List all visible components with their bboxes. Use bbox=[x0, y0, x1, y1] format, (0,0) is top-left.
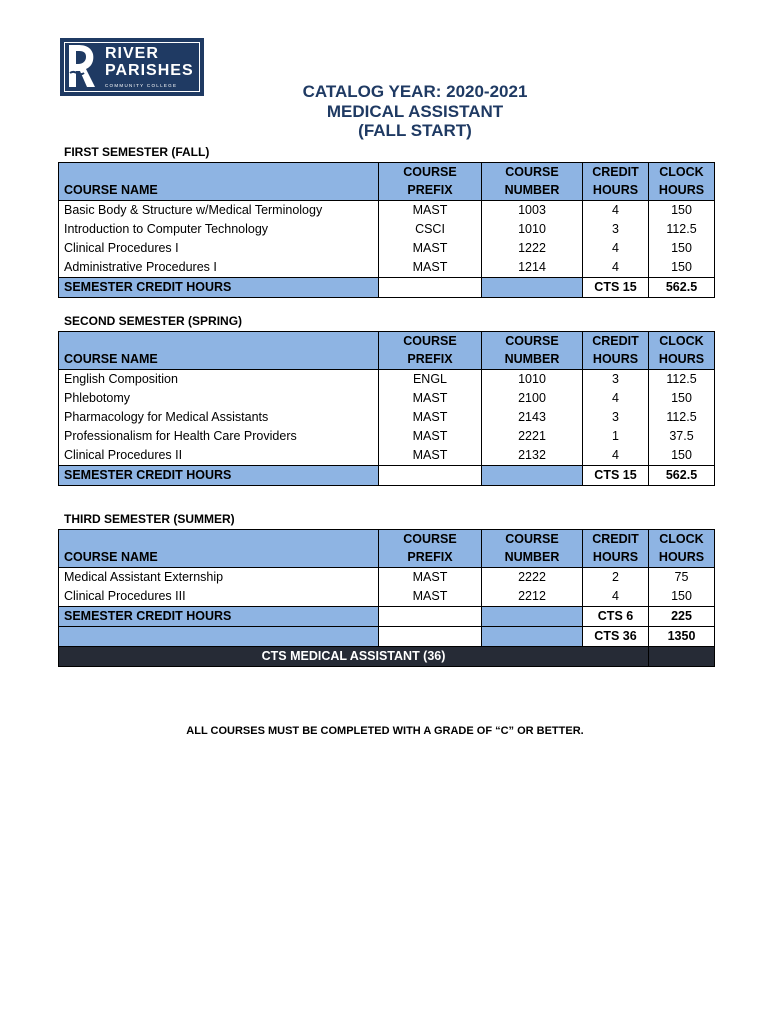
credit-hours: 3 bbox=[583, 220, 649, 239]
course-prefix: MAST bbox=[379, 446, 482, 466]
table-row bbox=[59, 220, 715, 239]
empty-cell bbox=[482, 607, 583, 627]
course-number: 1003 bbox=[482, 201, 583, 221]
semester-total-row bbox=[59, 607, 715, 627]
title-program: MEDICAL ASSISTANT bbox=[326, 101, 504, 121]
clock-hours: 112.5 bbox=[649, 408, 715, 427]
course-number: 2212 bbox=[482, 587, 583, 607]
semester-table-summer bbox=[58, 529, 715, 667]
semester-total-row bbox=[59, 278, 715, 298]
table-row bbox=[59, 568, 715, 588]
semester-table-spring bbox=[58, 331, 715, 486]
clock-hours: 150 bbox=[649, 239, 715, 258]
course-name: Medical Assistant Externship bbox=[59, 568, 379, 588]
clock-hours: 150 bbox=[649, 258, 715, 278]
title-catalog-year: CATALOG YEAR: 2020-2021 bbox=[302, 82, 528, 101]
credit-hours: 1 bbox=[583, 427, 649, 446]
credit-hours: 4 bbox=[583, 258, 649, 278]
header-course-number: COURSE NUMBER bbox=[482, 163, 583, 201]
clock-hours: 112.5 bbox=[649, 370, 715, 390]
credit-hours: 4 bbox=[583, 201, 649, 221]
logo-text-community-college: COMMUNITY COLLEGE bbox=[105, 83, 178, 88]
semester-total-clock: 225 bbox=[649, 607, 715, 627]
header-credit-hours: CREDIT HOURS bbox=[583, 332, 649, 370]
course-prefix: MAST bbox=[379, 389, 482, 408]
course-prefix: MAST bbox=[379, 568, 482, 588]
grade-requirement-note: ALL COURSES MUST BE COMPLETED WITH A GRADE OF “C” OR BETTER. bbox=[186, 725, 584, 737]
course-name: Basic Body & Structure w/Medical Terminology bbox=[59, 201, 379, 221]
college-logo bbox=[60, 38, 204, 96]
table-row bbox=[59, 258, 715, 278]
course-prefix: MAST bbox=[379, 587, 482, 607]
clock-hours: 150 bbox=[649, 389, 715, 408]
table-row bbox=[59, 408, 715, 427]
credit-hours: 3 bbox=[583, 370, 649, 390]
table-row bbox=[59, 389, 715, 408]
course-name: Administrative Procedures I bbox=[59, 258, 379, 278]
logo-text-parishes: PARISHES bbox=[105, 62, 194, 79]
credit-hours: 4 bbox=[583, 389, 649, 408]
semester-total-clock: 562.5 bbox=[649, 466, 715, 486]
program-summary-label: CTS MEDICAL ASSISTANT (36) bbox=[59, 647, 649, 667]
title-start-term: (FALL START) bbox=[358, 121, 472, 140]
header-course-prefix: COURSE PREFIX bbox=[379, 332, 482, 370]
table-row bbox=[59, 201, 715, 221]
clock-hours: 37.5 bbox=[649, 427, 715, 446]
course-prefix: MAST bbox=[379, 201, 482, 221]
course-number: 1222 bbox=[482, 239, 583, 258]
clock-hours: 150 bbox=[649, 446, 715, 466]
semester-heading-spring: SECOND SEMESTER (SPRING) bbox=[64, 314, 243, 328]
header-course-number: COURSE NUMBER bbox=[482, 530, 583, 568]
course-number: 2132 bbox=[482, 446, 583, 466]
river-r-icon bbox=[66, 43, 96, 89]
header-course-prefix: COURSE PREFIX bbox=[379, 163, 482, 201]
program-total-clock: 1350 bbox=[649, 627, 715, 647]
program-summary-bar bbox=[59, 647, 715, 667]
semester-total-credit: CTS 15 bbox=[583, 278, 649, 298]
table-header-row bbox=[59, 530, 715, 568]
semester-heading-summer: THIRD SEMESTER (SUMMER) bbox=[64, 512, 235, 526]
table-header-row bbox=[59, 163, 715, 201]
course-prefix: MAST bbox=[379, 427, 482, 446]
empty-cell bbox=[482, 466, 583, 486]
semester-total-credit: CTS 15 bbox=[583, 466, 649, 486]
semester-table-fall bbox=[58, 162, 715, 298]
course-name: Professionalism for Health Care Providers bbox=[59, 427, 379, 446]
clock-hours: 150 bbox=[649, 201, 715, 221]
semester-heading-fall: FIRST SEMESTER (FALL) bbox=[64, 145, 210, 159]
course-prefix: MAST bbox=[379, 239, 482, 258]
course-prefix: CSCI bbox=[379, 220, 482, 239]
table-row bbox=[59, 370, 715, 390]
empty-cell bbox=[379, 278, 482, 298]
course-name: Clinical Procedures III bbox=[59, 587, 379, 607]
course-number: 2221 bbox=[482, 427, 583, 446]
table-row bbox=[59, 427, 715, 446]
header-clock-hours: CLOCK HOURS bbox=[649, 530, 715, 568]
semester-total-label: SEMESTER CREDIT HOURS bbox=[59, 607, 379, 627]
table-row bbox=[59, 239, 715, 258]
course-number: 1214 bbox=[482, 258, 583, 278]
empty-cell bbox=[59, 627, 379, 647]
credit-hours: 4 bbox=[583, 239, 649, 258]
page-title bbox=[230, 82, 600, 141]
header-course-prefix: COURSE PREFIX bbox=[379, 530, 482, 568]
course-number: 2222 bbox=[482, 568, 583, 588]
empty-cell bbox=[379, 607, 482, 627]
empty-cell bbox=[482, 627, 583, 647]
clock-hours: 112.5 bbox=[649, 220, 715, 239]
program-total-credit: CTS 36 bbox=[583, 627, 649, 647]
header-course-name: COURSE NAME bbox=[59, 530, 379, 568]
header-credit-hours: CREDIT HOURS bbox=[583, 163, 649, 201]
semester-total-label: SEMESTER CREDIT HOURS bbox=[59, 466, 379, 486]
header-clock-hours: CLOCK HOURS bbox=[649, 332, 715, 370]
course-prefix: MAST bbox=[379, 258, 482, 278]
semester-total-label: SEMESTER CREDIT HOURS bbox=[59, 278, 379, 298]
semester-total-row bbox=[59, 466, 715, 486]
header-course-name: COURSE NAME bbox=[59, 163, 379, 201]
course-number: 2143 bbox=[482, 408, 583, 427]
course-number: 2100 bbox=[482, 389, 583, 408]
course-prefix: MAST bbox=[379, 408, 482, 427]
course-name: Phlebotomy bbox=[59, 389, 379, 408]
course-name: Introduction to Computer Technology bbox=[59, 220, 379, 239]
clock-hours: 75 bbox=[649, 568, 715, 588]
clock-hours: 150 bbox=[649, 587, 715, 607]
empty-cell bbox=[379, 627, 482, 647]
header-course-number: COURSE NUMBER bbox=[482, 332, 583, 370]
logo-text-river: RIVER bbox=[105, 45, 159, 62]
header-course-name: COURSE NAME bbox=[59, 332, 379, 370]
table-row bbox=[59, 446, 715, 466]
semester-total-clock: 562.5 bbox=[649, 278, 715, 298]
empty-cell bbox=[379, 466, 482, 486]
header-credit-hours: CREDIT HOURS bbox=[583, 530, 649, 568]
credit-hours: 3 bbox=[583, 408, 649, 427]
program-total-row bbox=[59, 627, 715, 647]
course-number: 1010 bbox=[482, 220, 583, 239]
empty-cell bbox=[482, 278, 583, 298]
semester-total-credit: CTS 6 bbox=[583, 607, 649, 627]
credit-hours: 2 bbox=[583, 568, 649, 588]
header-clock-hours: CLOCK HOURS bbox=[649, 163, 715, 201]
course-number: 1010 bbox=[482, 370, 583, 390]
table-row bbox=[59, 587, 715, 607]
course-name: Pharmacology for Medical Assistants bbox=[59, 408, 379, 427]
course-name: Clinical Procedures II bbox=[59, 446, 379, 466]
credit-hours: 4 bbox=[583, 446, 649, 466]
credit-hours: 4 bbox=[583, 587, 649, 607]
course-prefix: ENGL bbox=[379, 370, 482, 390]
course-name: English Composition bbox=[59, 370, 379, 390]
course-name: Clinical Procedures I bbox=[59, 239, 379, 258]
empty-cell bbox=[649, 647, 715, 667]
table-header-row bbox=[59, 332, 715, 370]
